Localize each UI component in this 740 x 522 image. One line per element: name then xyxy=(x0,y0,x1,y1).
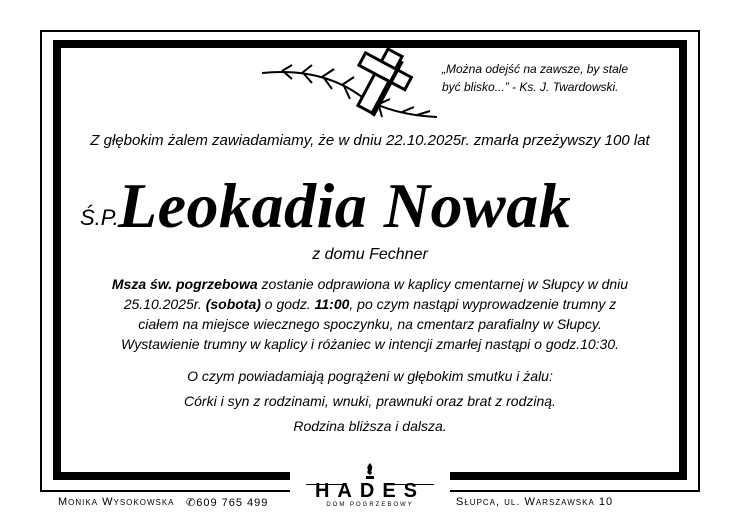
logo-title: HADES xyxy=(314,480,425,502)
footer-contact-name: Monika Wysokowska xyxy=(58,496,175,508)
family-line-1: Córki i syn z rodzinami, wnuki, prawnuki oraz brat z rodziną. xyxy=(184,393,556,409)
flame-icon xyxy=(362,462,378,480)
mass-info xyxy=(60,274,680,354)
quote-line-1: „Można odejść na zawsze, by stale xyxy=(442,62,629,76)
footer-phone: ✆609 765 499 xyxy=(186,497,269,509)
mass-label: Msza św. pogrzebowa xyxy=(111,276,258,292)
logo-subtitle: DOM POGRZEBOWY xyxy=(326,502,414,508)
family-line-2: Rodzina bliższa i dalsza. xyxy=(293,418,447,434)
mass-time: 11:00 xyxy=(314,296,350,312)
mass-line-2: 25.10.2025r. (sobota) o godz. 11:00, po czym nastąpi wyprowadzenie trumny z xyxy=(123,296,617,312)
intro-text: Z głębokim żalem zawiadamiamy, że w dniu 22.10.2025r. zmarła przeżywszy 100 lat xyxy=(90,132,650,149)
logo-line-left xyxy=(306,484,346,485)
mass-line-1: Msza św. pogrzebowa zostanie odprawiona w kaplicy cmentarnej w Słupcy w dniu xyxy=(111,276,629,292)
mass-line-4: Wystawienie trumny w kaplicy i różaniec w intencji zmarłej nastąpi o godz.10:30. xyxy=(121,336,619,352)
maiden-name: z domu Fechner xyxy=(312,246,428,263)
deceased-name: Leokadia Nowak xyxy=(118,170,572,241)
phone-icon: ✆ xyxy=(186,497,197,509)
quote-line-2: być blisko...” - Ks. J. Twardowski. xyxy=(442,80,619,94)
quote xyxy=(442,60,682,96)
logo-line-right xyxy=(394,484,434,485)
honorific: Ś.P. xyxy=(80,205,119,230)
hades-logo xyxy=(300,462,440,508)
mass-line-3: ciałem na miejsce wiecznego spoczynku, na cmentarz parafialny w Słupcy. xyxy=(138,316,602,332)
notify-text: O czym powiadamiają pogrążeni w głębokim smutku i żalu: xyxy=(187,368,553,384)
cross-with-palm-icon xyxy=(262,45,442,120)
mass-day: (sobota) xyxy=(205,296,261,312)
footer-address: Słupca, ul. Warszawska 10 xyxy=(456,496,614,508)
